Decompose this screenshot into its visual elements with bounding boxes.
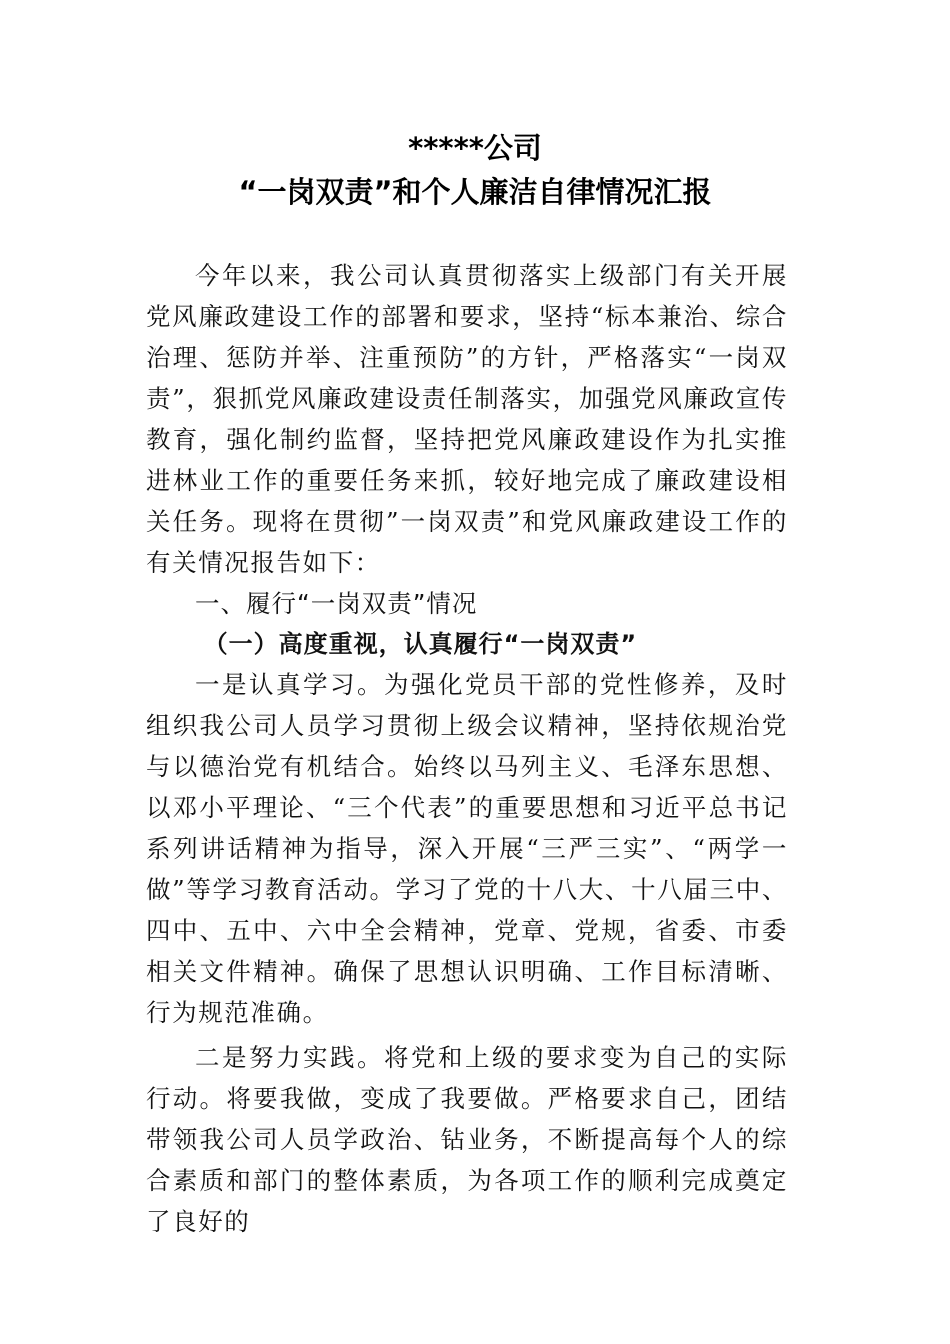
- title-company-name: *****公司: [408, 131, 542, 165]
- document-body: [146, 255, 788, 1242]
- intro-paragraph: 今年以来，我公司认真贯彻落实上级部门有关开展党风廉政建设工作的部署和要求，坚持“标本兼治、综合治理、惩防并举、注重预防”的方针，严格落实“一岗双责”，狠抓党风廉政建设责任制落实，加强党风廉政宣传教育，强化制约监督，坚持把党风廉政建设作为扎实推进林业工作的重要任务来抓，较好地完成了廉政建设相关任务。现将在贯彻”一岗双责”和党风廉政建设工作的有关情况报告如下：: [146, 261, 788, 577]
- document-title: [0, 128, 950, 212]
- paragraph-practice: 二是努力实践。将党和上级的要求变为自己的实际行动。将要我做，变成了我要做。严格要求自己，团结带领我公司人员学政治、钻业务，不断提高每个人的综合素质和部门的整体素质，为各项工作的顺利完成奠定了良好的: [146, 1043, 788, 1236]
- section-heading-1: 一、履行“一岗双责”情况: [195, 589, 478, 618]
- paragraph-study: 一是认真学习。为强化党员干部的党性修养，及时组织我公司人员学习贯彻上级会议精神，坚持依规治党与以德治党有机结合。始终以马列主义、毛泽东思想、以邓小平理论、“三个代表”的重要思想和习近平总书记系列讲话精神为指导，深入开展“三严三实”、“两学一做”等学习教育活动。学习了党的十八大、十八届三中、四中、五中、六中全会精神，党章、党规，省委、市委相关文件精神。确保了思想认识明确、工作目标清晰、行为规范准确。: [146, 670, 788, 1027]
- title-report-name: “一岗双责”和个人廉洁自律情况汇报: [238, 175, 712, 209]
- subsection-heading-1: （一）高度重视，认真履行“一岗双责”: [203, 630, 638, 658]
